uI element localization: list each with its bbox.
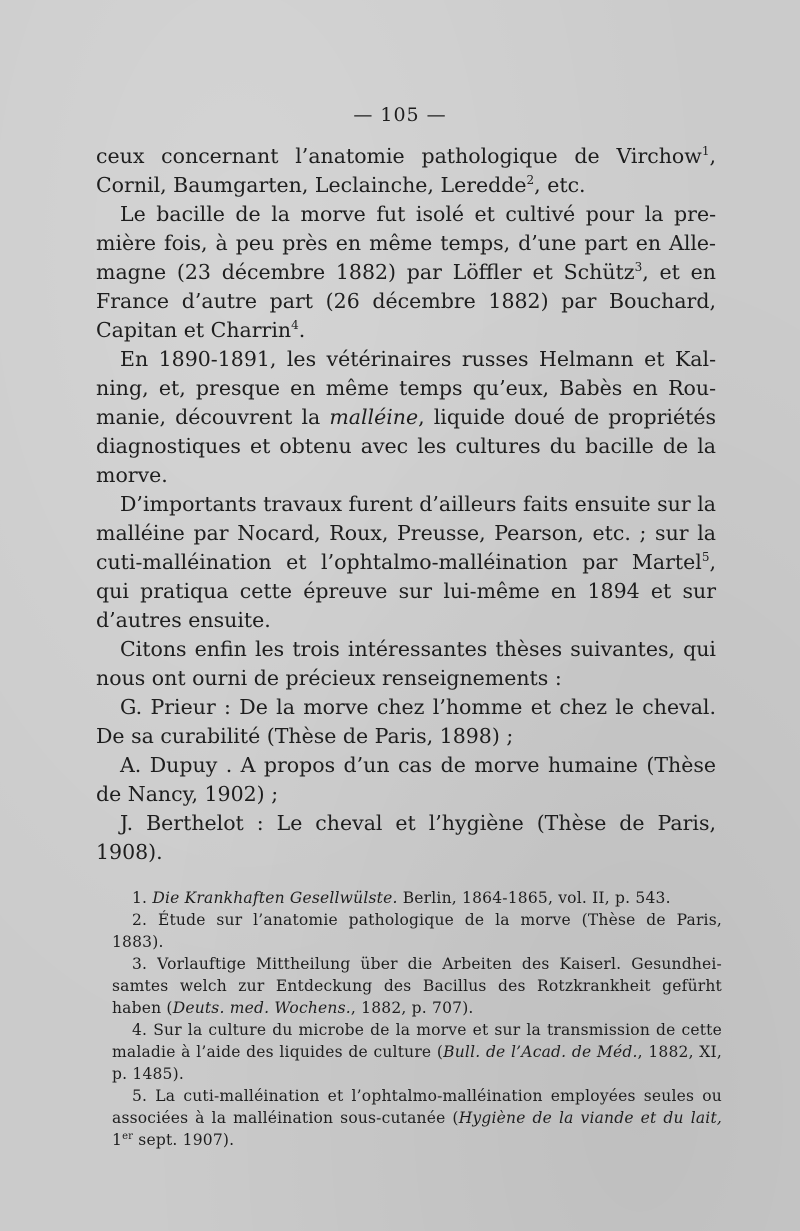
- footnote-3-text-b: , 1882, p. 707).: [350, 999, 474, 1017]
- footnote-4-text-b: , 1882, XI, p. 1485).: [112, 1043, 722, 1083]
- main-text: [96, 142, 716, 867]
- thesis-reference-2: A. Dupuy . A propos d’un cas de morve humaine (Thèse de Nancy, 1902) ;: [96, 753, 716, 806]
- thesis-reference-3: J. Berthelot : Le cheval et l’hygiène (Thèse de Paris, 1908).: [96, 811, 716, 864]
- paragraph-5: Citons enfin les trois intéressantes thèses suivantes, qui nous ont ourni de précieux renseignements :: [96, 637, 716, 690]
- footnote-5-ordinal: er: [122, 1131, 134, 1142]
- paragraph-2: [96, 200, 716, 345]
- footnotes: [112, 887, 722, 1151]
- paragraph-3-text-a: En 1890-1891, les vétérinaires russes Helmann et Kal-ning, et, presque en même temps qu’eux, Babès en Rou-manie, découvrent la: [96, 347, 716, 429]
- paragraph-1: [96, 142, 716, 200]
- footnote-ref-2: 2: [526, 173, 535, 187]
- footnote-1-rest: Berlin, 1864-1865, vol. II, p. 543.: [397, 889, 671, 907]
- footnote-5-text-a: 5. La cuti-malléination et l’ophtalmo-malléination employées seules ou associées à la malléination sous-cutanée (: [112, 1087, 722, 1127]
- footnote-5: [112, 1085, 722, 1151]
- footnote-5-text-c: sept. 1907).: [133, 1131, 235, 1149]
- footnote-ref-5: 5: [701, 550, 710, 564]
- footnote-3: [112, 953, 722, 1019]
- paragraph-4-text-b: , qui pratiqua cette épreuve sur lui-même en 1894 et sur d’autres ensuite.: [96, 550, 716, 632]
- footnote-ref-4: 4: [291, 318, 299, 332]
- footnote-1: [112, 887, 722, 909]
- page-number: — 105 —: [353, 104, 447, 126]
- footnote-5-journal: Hygiène de la viande et du lait,: [458, 1109, 723, 1127]
- footnote-ref-1: 1: [701, 144, 710, 158]
- paragraph-2-text-a: Le bacille de la morve fut isolé et cultivé pour la pre-mière fois, à peu près en même temps, d’une part en Alle-magne (23 décembre 1882) par Löffler et Schütz: [96, 202, 716, 284]
- paragraph-1-text-c: , etc.: [534, 173, 586, 197]
- paragraph-2-text-c: .: [298, 318, 306, 342]
- footnote-1-number: 1.: [132, 889, 153, 907]
- paragraph-1-text-b: , Cornil, Baumgarten, Leclainche, Leredde: [96, 144, 716, 197]
- footnote-3-journal: Deuts. med. Wochens.: [172, 999, 351, 1017]
- paragraph-4-text-a: D’importants travaux furent d’ailleurs faits ensuite sur la malléine par Nocard, Roux, Preusse, Pearson, etc. ; sur la cuti-malléination et l’ophtalmo-malléination par Martel: [96, 492, 716, 574]
- footnote-4: [112, 1019, 722, 1085]
- paragraph-3-text-b: , liquide doué de propriétés diagnostiques et obtenu avec les cultures du bacille de la morve.: [96, 405, 716, 487]
- footnote-1-title: Die Krankhaften Gesellwülste.: [152, 889, 398, 907]
- paragraph-3: [96, 345, 716, 490]
- footnote-3-text-a: 3. Vorlauftige Mittheilung über die Arbeiten des Kaiserl. Gesundhei-samtes welch zur Entdeckung des Bacillus des Rotzkrankheit gefürht haben (: [112, 955, 722, 1017]
- thesis-reference-1: G. Prieur : De la morve chez l’homme et chez le cheval. De sa curabilité (Thèse de Paris, 1898) ;: [96, 695, 716, 748]
- footnote-ref-3: 3: [634, 260, 643, 274]
- footnote-4-journal: Bull. de l’Acad. de Méd.: [443, 1043, 638, 1061]
- paragraph-4: [96, 490, 716, 635]
- footnote-2: 2. Étude sur l’anatomie pathologique de la morve (Thèse de Paris, 1883).: [112, 911, 722, 951]
- paragraph-2-text-b: , et en France d’autre part (26 décembre 1882) par Bouchard, Capitan et Charrin: [96, 260, 716, 342]
- footnote-5-text-b: 1: [112, 1131, 123, 1149]
- footnote-4-text-a: 4. Sur la culture du microbe de la morve et sur la transmission de cette maladie à l’aide des liquides de culture (: [112, 1021, 722, 1061]
- paragraph-3-italic: malléine: [329, 405, 419, 429]
- paragraph-1-text-a: ceux concernant l’anatomie pathologique de Virchow: [96, 144, 702, 168]
